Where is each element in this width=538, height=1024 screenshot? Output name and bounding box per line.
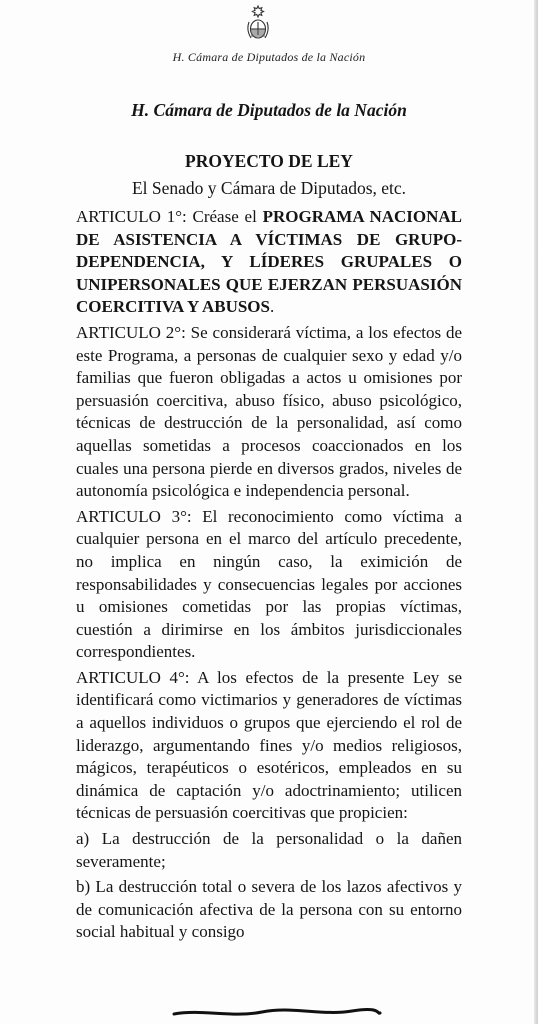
article-4-item-b [76, 876, 462, 944]
bill-heading: PROYECTO DE LEY [185, 151, 353, 171]
item-b-text: b) La destrucción total o severa de los lazos afectivos y de comunicación afectiva de la persona con [76, 877, 462, 919]
letterhead: H. Cámara de Diputados de la Nación [172, 50, 366, 64]
article-4: ARTICULO 4°: A los efectos de la presente Ley se identificará como victimarios y generadores de víctimas a aquellos individuos o grupos que ejerciendo el rol de liderazgo, argumentando fines y/o medios religiosos, mágicos, terapéuticos o esotéricos, empleados en su dinámica de captación y/o adoctrinamiento; utilicen técnicas de persuasión coercitivas que propicien: [76, 667, 462, 823]
page-title: H. Cámara de Diputados de la Nación [131, 100, 407, 120]
article-4-item-a: a) La destrucción de la personalidad o la dañen severamente; [76, 829, 462, 871]
article-2: ARTICULO 2°: Se considerará víctima, a los efectos de este Programa, a personas de cualquier sexo y edad y/o familias que fueron obligadas a actos u omisiones por persuasión coercitiva, abuso físico, abuso psicológico, técnicas de destrucción de la personalidad, así como aquellas sometidas a procesos coaccionados en los cuales una persona pierde en diversos grados, niveles de autonomía psicológica e independencia personal. [76, 322, 462, 501]
article-1-program-name: PROGRAMA NACIONAL DE ASISTENCIA A VÍCTIMAS DE GRUPO-DEPENDENCIA, Y LÍDERES GRUPALES O UNIPERSONALES QUE EJERZAN PERSUASIÓN COERCITIVA Y ABUSOS [76, 207, 463, 317]
redaction-scribble-icon [172, 1006, 382, 1020]
article-3: ARTICULO 3°: El reconocimiento como víctima a cualquier persona en el marco del artículo precedente, no implica en ningún caso, la eximición de responsabilidades y consecuencias legales por acciones u omisiones cometidas por las propias víctimas, cuestión a dirimirse en los ámbitos jurisdiccionales correspondientes. [76, 506, 462, 662]
article-1-prefix: ARTICULO 1°: Créase el [76, 207, 263, 226]
article-1-suffix: . [270, 297, 275, 317]
bill-body [76, 206, 462, 947]
bill-enactment-clause: El Senado y Cámara de Diputados, etc. [131, 178, 407, 198]
coat-of-arms-icon [244, 4, 272, 44]
item-b-redacted-text: su entorno social habitual [76, 899, 463, 942]
item-b-end-text: y consigo [178, 922, 245, 942]
article-1 [76, 206, 462, 319]
